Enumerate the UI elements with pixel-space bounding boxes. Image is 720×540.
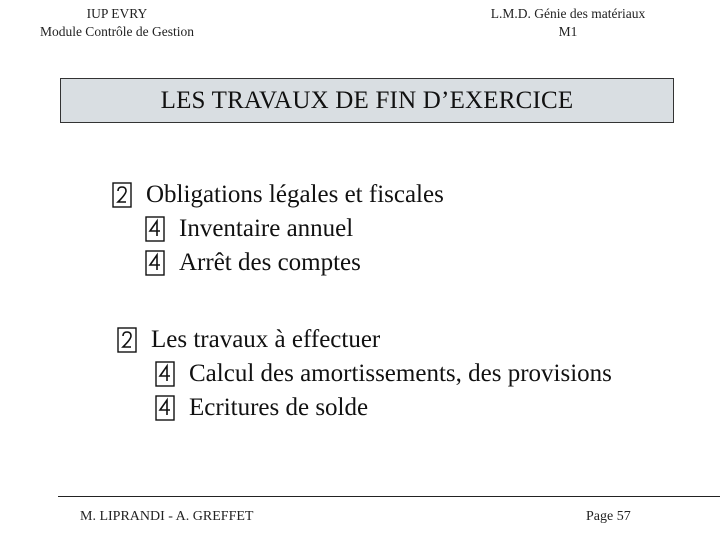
list-item-text: Arrêt des comptes bbox=[179, 249, 361, 276]
numeral-2-icon bbox=[112, 182, 132, 208]
section-heading-text: Les travaux à effectuer bbox=[151, 326, 381, 353]
numeral-4-icon bbox=[145, 216, 165, 242]
list-item bbox=[155, 394, 368, 422]
numeral-2-icon bbox=[117, 327, 137, 353]
numeral-4-icon bbox=[145, 250, 165, 276]
numeral-4-icon bbox=[155, 395, 175, 421]
section-heading bbox=[112, 181, 444, 209]
module-name: Module Contrôle de Gestion bbox=[39, 24, 195, 39]
title-box bbox=[60, 78, 674, 123]
list-item bbox=[145, 249, 361, 277]
list-item bbox=[155, 360, 612, 388]
program-name: L.M.D. Génie des matériaux bbox=[490, 6, 646, 21]
list-item-text: Calcul des amortissements, des provisions bbox=[189, 360, 612, 387]
page-number: Page 57 bbox=[586, 509, 631, 524]
list-item-text: Inventaire annuel bbox=[179, 215, 354, 242]
footer-authors: M. LIPRANDI - A. GREFFET bbox=[80, 509, 254, 524]
list-item-text: Ecritures de solde bbox=[189, 394, 369, 421]
section-heading-text: Obligations légales et fiscales bbox=[146, 181, 444, 208]
header-left bbox=[22, 5, 212, 41]
list-item bbox=[145, 215, 353, 243]
footer-divider bbox=[58, 496, 720, 497]
page-title: LES TRAVAUX DE FIN D’EXERCICE bbox=[160, 86, 574, 114]
numeral-4-icon bbox=[155, 361, 175, 387]
header-right bbox=[460, 5, 676, 41]
level-name: M1 bbox=[558, 24, 578, 39]
institution-name: IUP EVRY bbox=[86, 6, 148, 21]
section-heading bbox=[117, 326, 380, 354]
